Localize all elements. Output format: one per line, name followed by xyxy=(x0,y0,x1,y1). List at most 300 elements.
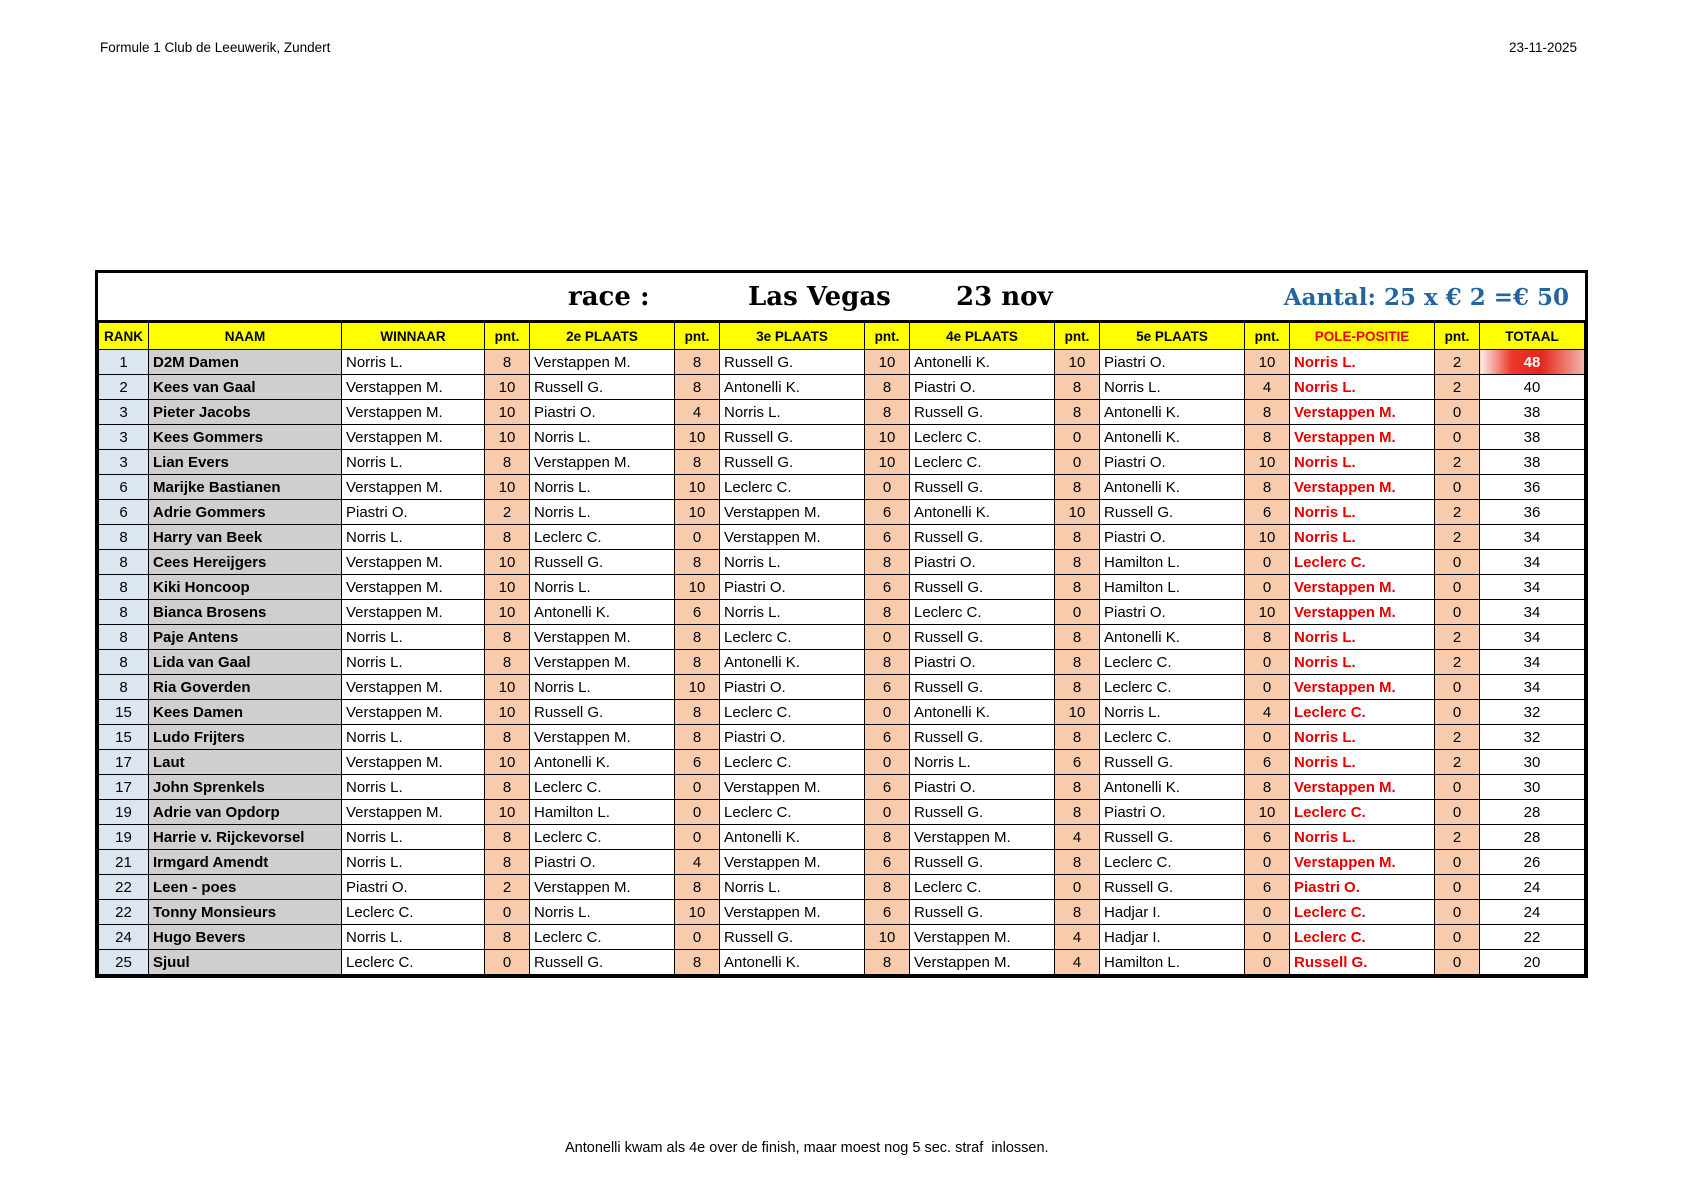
club-name: Formule 1 Club de Leeuwerik, Zundert xyxy=(100,40,331,55)
points-cell: 0 xyxy=(1435,700,1480,725)
rank-cell: 1 xyxy=(99,350,149,375)
second-place-cell: Verstappen M. xyxy=(530,350,675,375)
points-cell: 10 xyxy=(675,900,720,925)
points-cell: 8 xyxy=(675,875,720,900)
second-place-cell: Norris L. xyxy=(530,575,675,600)
points-cell: 0 xyxy=(1435,800,1480,825)
column-header-winner: WINNAAR xyxy=(342,323,485,350)
points-cell: 6 xyxy=(865,725,910,750)
table-row xyxy=(99,525,1585,550)
points-cell: 0 xyxy=(1055,450,1100,475)
table-row xyxy=(99,950,1585,975)
points-cell: 10 xyxy=(485,675,530,700)
print-date: 23-11-2025 xyxy=(1508,40,1577,55)
points-cell: 8 xyxy=(675,700,720,725)
points-cell: 8 xyxy=(1055,675,1100,700)
fifth-place-cell: Antonelli K. xyxy=(1100,475,1245,500)
pole-position-cell: Norris L. xyxy=(1290,825,1435,850)
points-cell: 8 xyxy=(1245,400,1290,425)
winner-cell: Verstappen M. xyxy=(342,400,485,425)
points-cell: 2 xyxy=(1435,625,1480,650)
column-header-name: NAAM xyxy=(149,323,342,350)
third-place-cell: Russell G. xyxy=(720,925,865,950)
pole-position-cell: Norris L. xyxy=(1290,650,1435,675)
total-cell: 30 xyxy=(1480,750,1585,775)
fourth-place-cell: Piastri O. xyxy=(910,550,1055,575)
points-cell: 0 xyxy=(485,900,530,925)
total-cell: 32 xyxy=(1480,700,1585,725)
column-header-fifth-place: 5e PLAATS xyxy=(1100,323,1245,350)
points-cell: 0 xyxy=(1055,875,1100,900)
points-cell: 2 xyxy=(1435,750,1480,775)
fourth-place-cell: Russell G. xyxy=(910,525,1055,550)
points-cell: 4 xyxy=(1245,375,1290,400)
column-header-pole-position: POLE-POSITIE xyxy=(1290,323,1435,350)
points-cell: 8 xyxy=(1245,625,1290,650)
points-cell: 10 xyxy=(1245,450,1290,475)
pole-position-cell: Leclerc C. xyxy=(1290,700,1435,725)
table-row xyxy=(99,450,1585,475)
name-cell: Lian Evers xyxy=(149,450,342,475)
name-cell: D2M Damen xyxy=(149,350,342,375)
points-cell: 10 xyxy=(1245,800,1290,825)
points-cell: 6 xyxy=(865,500,910,525)
rank-cell: 17 xyxy=(99,775,149,800)
winner-cell: Verstappen M. xyxy=(342,675,485,700)
points-cell: 8 xyxy=(865,875,910,900)
winner-cell: Verstappen M. xyxy=(342,425,485,450)
fifth-place-cell: Russell G. xyxy=(1100,825,1245,850)
pole-position-cell: Verstappen M. xyxy=(1290,475,1435,500)
name-cell: Adrie van Opdorp xyxy=(149,800,342,825)
points-cell: 10 xyxy=(865,925,910,950)
winner-cell: Piastri O. xyxy=(342,500,485,525)
points-cell: 8 xyxy=(1055,525,1100,550)
winner-cell: Norris L. xyxy=(342,725,485,750)
pole-position-cell: Norris L. xyxy=(1290,350,1435,375)
third-place-cell: Norris L. xyxy=(720,875,865,900)
fifth-place-cell: Leclerc C. xyxy=(1100,650,1245,675)
fourth-place-cell: Piastri O. xyxy=(910,650,1055,675)
fifth-place-cell: Russell G. xyxy=(1100,750,1245,775)
points-cell: 0 xyxy=(1435,425,1480,450)
points-cell: 0 xyxy=(485,950,530,975)
fourth-place-cell: Russell G. xyxy=(910,625,1055,650)
rank-cell: 21 xyxy=(99,850,149,875)
points-cell: 0 xyxy=(1055,600,1100,625)
fifth-place-cell: Hadjar I. xyxy=(1100,900,1245,925)
total-cell: 28 xyxy=(1480,825,1585,850)
column-header-points: pnt. xyxy=(1435,323,1480,350)
points-cell: 0 xyxy=(865,750,910,775)
winner-cell: Norris L. xyxy=(342,525,485,550)
points-cell: 0 xyxy=(1245,950,1290,975)
second-place-cell: Hamilton L. xyxy=(530,800,675,825)
points-cell: 0 xyxy=(675,775,720,800)
second-place-cell: Leclerc C. xyxy=(530,775,675,800)
fourth-place-cell: Leclerc C. xyxy=(910,450,1055,475)
fifth-place-cell: Piastri O. xyxy=(1100,450,1245,475)
fifth-place-cell: Russell G. xyxy=(1100,875,1245,900)
fourth-place-cell: Leclerc C. xyxy=(910,425,1055,450)
second-place-cell: Verstappen M. xyxy=(530,650,675,675)
fifth-place-cell: Norris L. xyxy=(1100,375,1245,400)
rank-cell: 19 xyxy=(99,825,149,850)
points-cell: 8 xyxy=(485,850,530,875)
points-cell: 8 xyxy=(485,775,530,800)
points-cell: 8 xyxy=(1245,475,1290,500)
pole-position-cell: Norris L. xyxy=(1290,525,1435,550)
third-place-cell: Verstappen M. xyxy=(720,775,865,800)
rank-cell: 15 xyxy=(99,700,149,725)
points-cell: 8 xyxy=(1055,575,1100,600)
third-place-cell: Antonelli K. xyxy=(720,375,865,400)
points-cell: 0 xyxy=(1245,550,1290,575)
points-cell: 10 xyxy=(485,475,530,500)
table-row xyxy=(99,650,1585,675)
fifth-place-cell: Hamilton L. xyxy=(1100,950,1245,975)
total-cell: 20 xyxy=(1480,950,1585,975)
fourth-place-cell: Russell G. xyxy=(910,850,1055,875)
pole-position-cell: Leclerc C. xyxy=(1290,800,1435,825)
third-place-cell: Piastri O. xyxy=(720,675,865,700)
fifth-place-cell: Hamilton L. xyxy=(1100,550,1245,575)
points-cell: 8 xyxy=(485,525,530,550)
table-row xyxy=(99,400,1585,425)
rank-cell: 24 xyxy=(99,925,149,950)
rank-cell: 22 xyxy=(99,875,149,900)
points-cell: 10 xyxy=(485,400,530,425)
points-cell: 4 xyxy=(675,850,720,875)
name-cell: Kees Damen xyxy=(149,700,342,725)
points-cell: 10 xyxy=(485,425,530,450)
points-cell: 10 xyxy=(675,575,720,600)
points-cell: 8 xyxy=(1055,775,1100,800)
total-cell: 22 xyxy=(1480,925,1585,950)
second-place-cell: Norris L. xyxy=(530,425,675,450)
table-row xyxy=(99,675,1585,700)
points-cell: 6 xyxy=(1055,750,1100,775)
pole-position-cell: Norris L. xyxy=(1290,725,1435,750)
rank-cell: 19 xyxy=(99,800,149,825)
points-cell: 10 xyxy=(675,500,720,525)
points-cell: 4 xyxy=(1055,825,1100,850)
name-cell: Kiki Honcoop xyxy=(149,575,342,600)
points-cell: 10 xyxy=(675,425,720,450)
third-place-cell: Antonelli K. xyxy=(720,650,865,675)
total-cell: 38 xyxy=(1480,450,1585,475)
third-place-cell: Antonelli K. xyxy=(720,825,865,850)
third-place-cell: Antonelli K. xyxy=(720,950,865,975)
table-row xyxy=(99,625,1585,650)
total-cell: 48 xyxy=(1480,350,1585,375)
fifth-place-cell: Antonelli K. xyxy=(1100,625,1245,650)
name-cell: Paje Antens xyxy=(149,625,342,650)
fifth-place-cell: Leclerc C. xyxy=(1100,850,1245,875)
pool-total: Aantal: 25 x € 2 =€ 50 xyxy=(1283,284,1569,311)
total-cell: 34 xyxy=(1480,550,1585,575)
points-cell: 4 xyxy=(675,400,720,425)
fourth-place-cell: Leclerc C. xyxy=(910,875,1055,900)
points-cell: 0 xyxy=(1435,875,1480,900)
table-title-row xyxy=(98,273,1585,322)
total-cell: 32 xyxy=(1480,725,1585,750)
rank-cell: 2 xyxy=(99,375,149,400)
table-row xyxy=(99,875,1585,900)
second-place-cell: Leclerc C. xyxy=(530,925,675,950)
winner-cell: Norris L. xyxy=(342,350,485,375)
rank-cell: 8 xyxy=(99,525,149,550)
fourth-place-cell: Antonelli K. xyxy=(910,700,1055,725)
winner-cell: Leclerc C. xyxy=(342,950,485,975)
points-cell: 10 xyxy=(865,350,910,375)
second-place-cell: Antonelli K. xyxy=(530,600,675,625)
points-cell: 10 xyxy=(485,600,530,625)
winner-cell: Piastri O. xyxy=(342,875,485,900)
name-cell: Adrie Gommers xyxy=(149,500,342,525)
second-place-cell: Verstappen M. xyxy=(530,875,675,900)
table-row xyxy=(99,925,1585,950)
points-cell: 8 xyxy=(1055,650,1100,675)
pole-position-cell: Verstappen M. xyxy=(1290,425,1435,450)
second-place-cell: Verstappen M. xyxy=(530,625,675,650)
name-cell: Sjuul xyxy=(149,950,342,975)
fourth-place-cell: Leclerc C. xyxy=(910,600,1055,625)
points-cell: 10 xyxy=(485,800,530,825)
score-table-container xyxy=(95,270,1588,978)
second-place-cell: Russell G. xyxy=(530,375,675,400)
pole-position-cell: Leclerc C. xyxy=(1290,925,1435,950)
points-cell: 0 xyxy=(1245,925,1290,950)
name-cell: Ria Goverden xyxy=(149,675,342,700)
points-cell: 8 xyxy=(865,600,910,625)
points-cell: 6 xyxy=(1245,750,1290,775)
third-place-cell: Russell G. xyxy=(720,450,865,475)
fourth-place-cell: Norris L. xyxy=(910,750,1055,775)
table-row xyxy=(99,475,1585,500)
pole-position-cell: Verstappen M. xyxy=(1290,775,1435,800)
total-cell: 26 xyxy=(1480,850,1585,875)
points-cell: 0 xyxy=(1435,850,1480,875)
fourth-place-cell: Russell G. xyxy=(910,475,1055,500)
points-cell: 0 xyxy=(1435,550,1480,575)
second-place-cell: Norris L. xyxy=(530,475,675,500)
winner-cell: Verstappen M. xyxy=(342,575,485,600)
name-cell: Marijke Bastianen xyxy=(149,475,342,500)
points-cell: 2 xyxy=(1435,650,1480,675)
points-cell: 10 xyxy=(1055,350,1100,375)
points-cell: 0 xyxy=(1435,675,1480,700)
total-cell: 24 xyxy=(1480,900,1585,925)
pole-position-cell: Norris L. xyxy=(1290,375,1435,400)
table-row xyxy=(99,800,1585,825)
table-row xyxy=(99,600,1585,625)
points-cell: 8 xyxy=(865,375,910,400)
third-place-cell: Leclerc C. xyxy=(720,800,865,825)
rank-cell: 3 xyxy=(99,450,149,475)
table-row xyxy=(99,750,1585,775)
fifth-place-cell: Piastri O. xyxy=(1100,800,1245,825)
table-row xyxy=(99,425,1585,450)
total-cell: 38 xyxy=(1480,400,1585,425)
points-cell: 2 xyxy=(485,500,530,525)
rank-cell: 3 xyxy=(99,400,149,425)
points-cell: 0 xyxy=(1245,675,1290,700)
rank-cell: 22 xyxy=(99,900,149,925)
total-cell: 24 xyxy=(1480,875,1585,900)
winner-cell: Verstappen M. xyxy=(342,550,485,575)
fourth-place-cell: Russell G. xyxy=(910,400,1055,425)
fifth-place-cell: Hadjar I. xyxy=(1100,925,1245,950)
third-place-cell: Verstappen M. xyxy=(720,900,865,925)
race-name: Las Vegas xyxy=(748,282,891,312)
pole-position-cell: Verstappen M. xyxy=(1290,600,1435,625)
second-place-cell: Russell G. xyxy=(530,700,675,725)
third-place-cell: Leclerc C. xyxy=(720,750,865,775)
second-place-cell: Russell G. xyxy=(530,950,675,975)
rank-cell: 25 xyxy=(99,950,149,975)
winner-cell: Verstappen M. xyxy=(342,750,485,775)
points-cell: 8 xyxy=(865,825,910,850)
total-cell: 36 xyxy=(1480,500,1585,525)
second-place-cell: Verstappen M. xyxy=(530,725,675,750)
points-cell: 8 xyxy=(675,625,720,650)
pole-position-cell: Norris L. xyxy=(1290,625,1435,650)
name-cell: Pieter Jacobs xyxy=(149,400,342,425)
points-cell: 0 xyxy=(865,800,910,825)
column-header-total: TOTAAL xyxy=(1480,323,1585,350)
third-place-cell: Leclerc C. xyxy=(720,625,865,650)
table-row xyxy=(99,700,1585,725)
points-cell: 6 xyxy=(675,600,720,625)
points-cell: 0 xyxy=(865,625,910,650)
points-cell: 2 xyxy=(1435,350,1480,375)
points-cell: 8 xyxy=(485,350,530,375)
total-cell: 30 xyxy=(1480,775,1585,800)
race-footnote: Antonelli kwam als 4e over de finish, maar moest nog 5 sec. straf inlossen. xyxy=(565,1140,1049,1156)
fourth-place-cell: Russell G. xyxy=(910,725,1055,750)
rank-cell: 8 xyxy=(99,550,149,575)
pole-position-cell: Norris L. xyxy=(1290,450,1435,475)
winner-cell: Verstappen M. xyxy=(342,800,485,825)
rank-cell: 8 xyxy=(99,675,149,700)
points-cell: 0 xyxy=(1435,575,1480,600)
name-cell: John Sprenkels xyxy=(149,775,342,800)
table-row xyxy=(99,850,1585,875)
pole-position-cell: Verstappen M. xyxy=(1290,850,1435,875)
pole-position-cell: Leclerc C. xyxy=(1290,550,1435,575)
points-cell: 2 xyxy=(1435,450,1480,475)
total-cell: 34 xyxy=(1480,675,1585,700)
points-cell: 10 xyxy=(485,575,530,600)
points-cell: 2 xyxy=(1435,825,1480,850)
third-place-cell: Russell G. xyxy=(720,425,865,450)
pole-position-cell: Russell G. xyxy=(1290,950,1435,975)
points-cell: 8 xyxy=(675,450,720,475)
name-cell: Kees Gommers xyxy=(149,425,342,450)
third-place-cell: Verstappen M. xyxy=(720,500,865,525)
third-place-cell: Norris L. xyxy=(720,550,865,575)
winner-cell: Norris L. xyxy=(342,625,485,650)
points-cell: 10 xyxy=(1245,525,1290,550)
fourth-place-cell: Russell G. xyxy=(910,675,1055,700)
total-cell: 36 xyxy=(1480,475,1585,500)
fifth-place-cell: Russell G. xyxy=(1100,500,1245,525)
points-cell: 8 xyxy=(675,375,720,400)
points-cell: 8 xyxy=(485,925,530,950)
column-header-second-place: 2e PLAATS xyxy=(530,323,675,350)
fifth-place-cell: Antonelli K. xyxy=(1100,775,1245,800)
column-header-points: pnt. xyxy=(1245,323,1290,350)
points-cell: 8 xyxy=(1055,625,1100,650)
third-place-cell: Leclerc C. xyxy=(720,475,865,500)
pole-position-cell: Verstappen M. xyxy=(1290,400,1435,425)
fifth-place-cell: Piastri O. xyxy=(1100,350,1245,375)
total-cell: 34 xyxy=(1480,600,1585,625)
name-cell: Lida van Gaal xyxy=(149,650,342,675)
points-cell: 8 xyxy=(865,950,910,975)
points-cell: 8 xyxy=(1055,850,1100,875)
points-cell: 6 xyxy=(675,750,720,775)
points-cell: 0 xyxy=(865,475,910,500)
name-cell: Harry van Beek xyxy=(149,525,342,550)
name-cell: Bianca Brosens xyxy=(149,600,342,625)
points-cell: 0 xyxy=(1435,400,1480,425)
fourth-place-cell: Piastri O. xyxy=(910,775,1055,800)
pole-position-cell: Verstappen M. xyxy=(1290,575,1435,600)
rank-cell: 6 xyxy=(99,475,149,500)
fifth-place-cell: Antonelli K. xyxy=(1100,400,1245,425)
winner-cell: Verstappen M. xyxy=(342,375,485,400)
points-cell: 4 xyxy=(1055,925,1100,950)
name-cell: Laut xyxy=(149,750,342,775)
rank-cell: 8 xyxy=(99,625,149,650)
second-place-cell: Piastri O. xyxy=(530,850,675,875)
table-row xyxy=(99,500,1585,525)
rank-cell: 8 xyxy=(99,575,149,600)
points-cell: 8 xyxy=(865,400,910,425)
pole-position-cell: Norris L. xyxy=(1290,500,1435,525)
pole-position-cell: Piastri O. xyxy=(1290,875,1435,900)
points-cell: 0 xyxy=(1245,575,1290,600)
points-cell: 0 xyxy=(675,525,720,550)
third-place-cell: Piastri O. xyxy=(720,725,865,750)
rank-cell: 6 xyxy=(99,500,149,525)
fourth-place-cell: Piastri O. xyxy=(910,375,1055,400)
fourth-place-cell: Russell G. xyxy=(910,575,1055,600)
winner-cell: Norris L. xyxy=(342,825,485,850)
points-cell: 2 xyxy=(1435,500,1480,525)
points-cell: 8 xyxy=(675,950,720,975)
fourth-place-cell: Verstappen M. xyxy=(910,950,1055,975)
points-cell: 8 xyxy=(1055,900,1100,925)
points-cell: 8 xyxy=(865,650,910,675)
table-row xyxy=(99,550,1585,575)
name-cell: Harrie v. Rijckevorsel xyxy=(149,825,342,850)
points-cell: 0 xyxy=(1245,725,1290,750)
second-place-cell: Norris L. xyxy=(530,675,675,700)
third-place-cell: Piastri O. xyxy=(720,575,865,600)
total-cell: 38 xyxy=(1480,425,1585,450)
points-cell: 8 xyxy=(865,550,910,575)
points-cell: 6 xyxy=(1245,825,1290,850)
total-cell: 34 xyxy=(1480,575,1585,600)
rank-cell: 17 xyxy=(99,750,149,775)
points-cell: 8 xyxy=(1055,725,1100,750)
points-cell: 10 xyxy=(675,675,720,700)
second-place-cell: Russell G. xyxy=(530,550,675,575)
winner-cell: Norris L. xyxy=(342,775,485,800)
